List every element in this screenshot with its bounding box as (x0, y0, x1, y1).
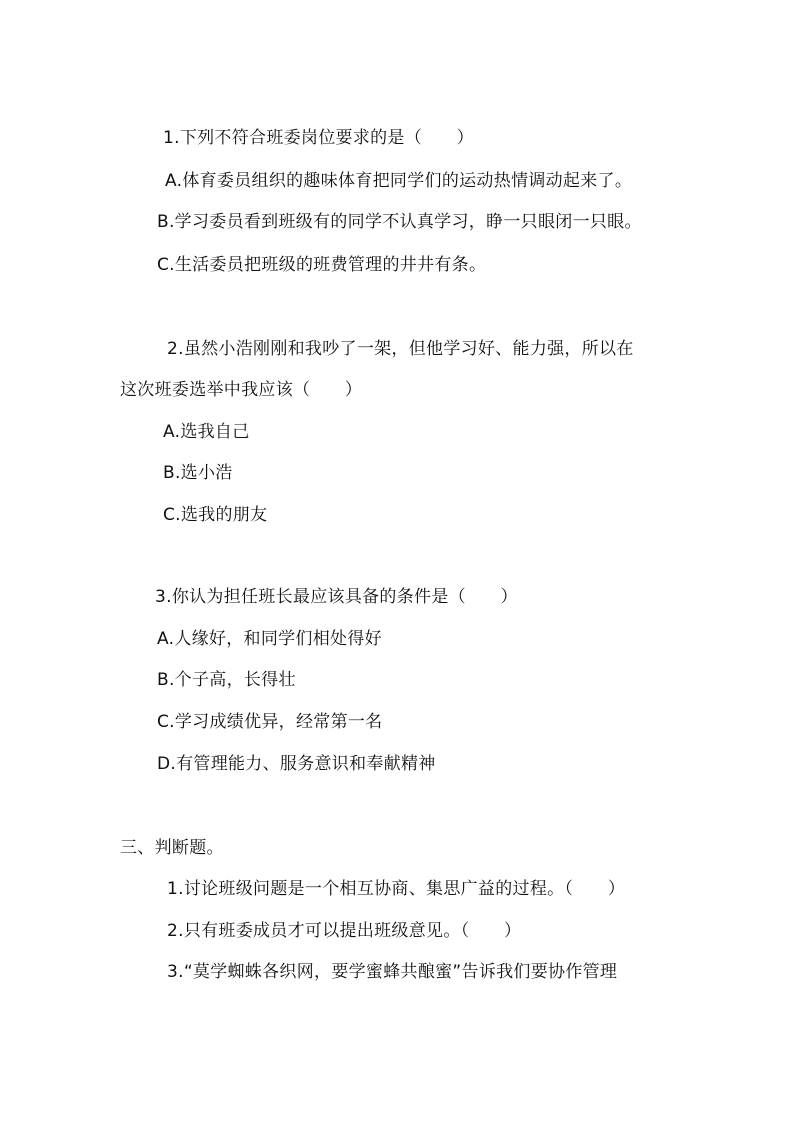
question-2-option-a: A.选我自己 (163, 422, 250, 442)
question-2-option-b: B.选小浩 (163, 463, 233, 483)
question-1-stem: 1.下列不符合班委岗位要求的是（ ） (163, 128, 474, 148)
question-2-option-c: C.选我的朋友 (163, 505, 268, 525)
question-3-option-a: A.人缘好，和同学们相处得好 (157, 629, 382, 649)
question-3-option-b: B.个子高，长得壮 (157, 670, 296, 690)
judge-item-2: 2.只有班委成员才可以提出班级意见。（ ） (167, 921, 522, 941)
judge-item-3: 3.“莫学蜘蛛各织网，要学蜜蜂共酿蜜”告诉我们要协作管理 (167, 962, 618, 982)
question-3-stem: 3.你认为担任班长最应该具备的条件是（ ） (155, 587, 518, 607)
question-2-stem-line-2: 这次班委选举中我应该（ ） (120, 380, 363, 400)
question-3-option-c: C.学习成绩优异，经常第一名 (157, 712, 383, 732)
judge-item-1: 1.讨论班级问题是一个相互协商、集思广益的过程。（ ） (167, 879, 626, 899)
question-1-option-b: B.学习委员看到班级有的同学不认真学习，睁一只眼闭一只眼。 (157, 212, 642, 232)
section-judge-heading: 三、判断题。 (120, 838, 224, 858)
question-1-option-c: C.生活委员把班级的班费管理的井井有条。 (157, 255, 487, 275)
question-2-stem-line-1: 2.虽然小浩刚刚和我吵了一架，但他学习好、能力强，所以在 (167, 339, 634, 359)
question-1-option-a: A.体育委员组织的趣味体育把同学们的运动热情调动起来了。 (165, 171, 633, 191)
question-3-option-d: D.有管理能力、服务意识和奉献精神 (157, 754, 436, 774)
